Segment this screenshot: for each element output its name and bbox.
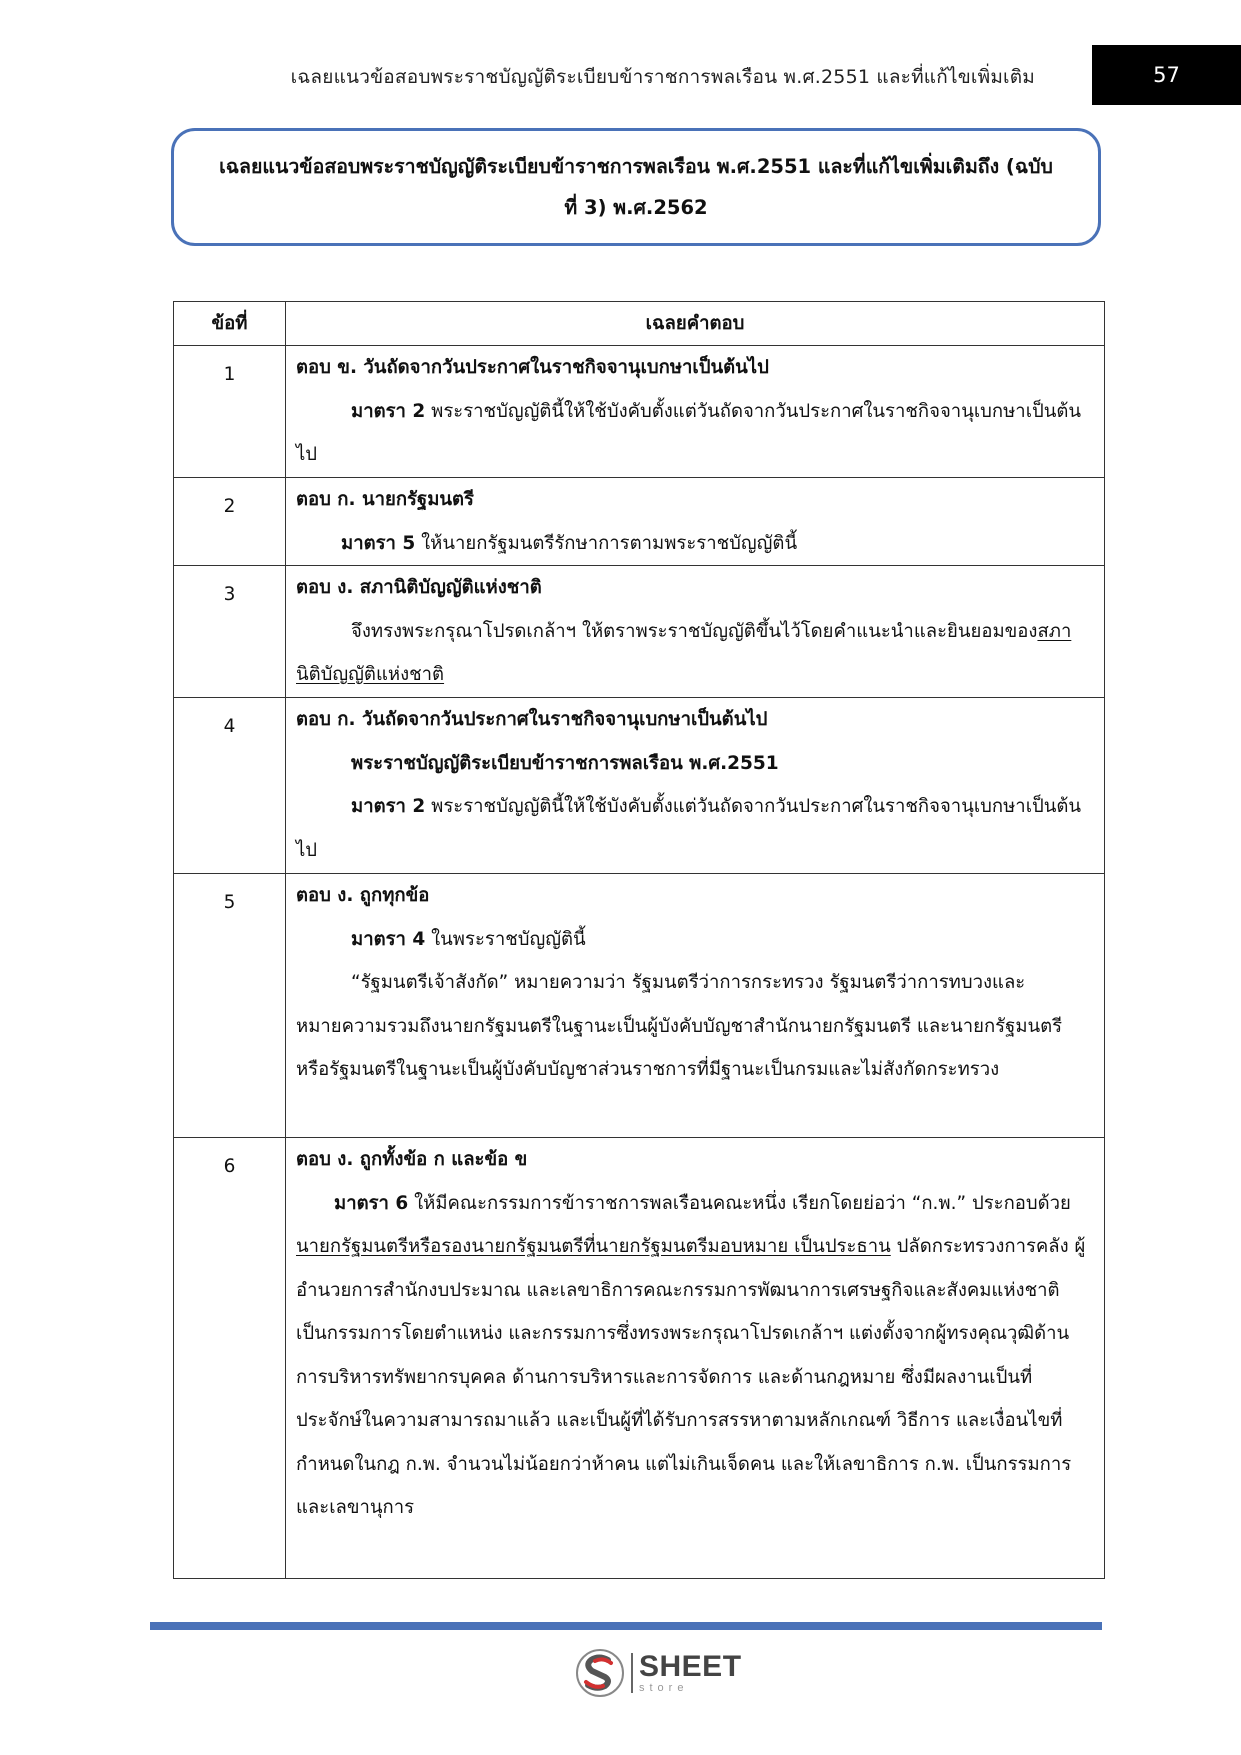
document-title-box [171,128,1101,246]
explanation [296,522,1094,566]
answer-choice: ตอบ ข. วันถัดจากวันประกาศในราชกิจจานุเบกษาเป็นต้นไป [296,357,769,378]
logo-subname: store [639,1682,689,1694]
footer-logo [575,1648,742,1698]
footer-rule [150,1622,1102,1630]
section-ref: มาตรา 2 [351,796,426,817]
answer-cell [286,874,1105,1138]
explanation-text-cont: ปลัดกระทรวงการคลัง ผู้อำนวยการสำนักงบประมาณ และเลขาธิการคณะกรรมการพัฒนาการเศรษฐกิจและสังคมแห่งชาติ เป็นกรรมการโดยตำแหน่ง และกรรมการซึ่งทรงพระกรุณาโปรดเกล้าฯ แต่งตั้งจากผู้ทรงคุณวุฒิด้านการบริหารทรัพยากรบุคคล ด้านการบริหารและการจัดการ และด้านกฎหมาย ซึ่งมีผลงานเป็นที่ประจักษ์ในความสามารถมาแล้ว และเป็นผู้ที่ได้รับการสรรหาตามหลักเกณฑ์ วิธีการ และเงื่อนไขที่กำหนดในกฎ ก.พ. จำนวนไม่น้อยกว่าห้าคน แต่ไม่เกินเจ็ดคน และให้เลขาธิการ ก.พ. เป็นกรรมการและเลขานุการ [296,1236,1086,1518]
explanation-text: ให้มีคณะกรรมการข้าราชการพลเรือนคณะหนึ่ง เรียกโดยย่อว่า “ก.พ.” ประกอบด้วย [408,1192,1071,1214]
logo-divider [631,1653,633,1693]
act-name: พระราชบัญญัติระเบียบข้าราชการพลเรือน พ.ศ.2551 [351,752,779,774]
page-number-box [1092,45,1241,105]
page-number: 57 [1153,63,1180,87]
explanation-text: ให้นายกรัฐมนตรีรักษาการตามพระราชบัญญัตินี้ [415,532,798,554]
section-intro [296,918,1094,962]
underlined-text: นายกรัฐมนตรีหรือรองนายกรัฐมนตรีที่นายกรัฐมนตรีมอบหมาย เป็นประธาน [296,1236,891,1257]
answer-cell [286,1138,1105,1579]
explanation [296,1182,1094,1530]
answer-choice: ตอบ ก. วันถัดจากวันประกาศในราชกิจจานุเบกษาเป็นต้นไป [296,709,768,730]
explanation [296,610,1094,697]
answer-table [173,301,1105,1579]
answer-choice: ตอบ ง. สภานิติบัญญัติแห่งชาติ [296,577,542,598]
explanation [296,390,1094,477]
explanation-text: พระราชบัญญัตินี้ให้ใช้บังคับตั้งแต่วันถัดจากวันประกาศในราชกิจจานุเบกษาเป็นต้นไป [296,796,1082,861]
table-row [174,1138,1105,1579]
logo-name: SHEET [639,1650,742,1683]
question-number: 5 [174,874,286,1138]
table-row [174,478,1105,566]
running-header-title: เฉลยแนวข้อสอบพระราชบัญญัติระเบียบข้าราชการพลเรือน พ.ศ.2551 และที่แก้ไขเพิ่มเติม [290,66,1035,88]
sheet-store-logo-icon [575,1648,625,1698]
explanation: “รัฐมนตรีเจ้าสังกัด” หมายความว่า รัฐมนตรีว่าการกระทรวง รัฐมนตรีว่าการทบวงและหมายความรวมถึงนายกรัฐมนตรีในฐานะเป็นผู้บังคับบัญชาสำนักนายกรัฐมนตรี และนายกรัฐมนตรีหรือรัฐมนตรีในฐานะเป็นผู้บังคับบัญชาส่วนราชการที่มีฐานะเป็นกรมและไม่สังกัดกระทรวง [296,972,1063,1080]
table-row [174,566,1105,698]
table-header-row [174,302,1105,346]
question-number: 2 [174,478,286,566]
question-number: 4 [174,698,286,874]
answer-cell [286,346,1105,478]
answer-cell [286,698,1105,874]
answer-choice: ตอบ ง. ถูกทุกข้อ [296,885,430,906]
question-number: 3 [174,566,286,698]
table-row [174,698,1105,874]
table-row [174,346,1105,478]
section-ref: มาตรา 6 [334,1192,409,1214]
logo-wordmark [639,1652,742,1694]
answer-cell [286,566,1105,698]
column-header-number: ข้อที่ [174,302,286,346]
answer-choice: ตอบ ง. ถูกทั้งข้อ ก และข้อ ข [296,1149,528,1170]
table-row [174,874,1105,1138]
underlined-text: สภานิติบัญญัติแห่งชาติ [296,620,1072,685]
column-header-answer: เฉลยคำตอบ [286,302,1105,346]
explanation-text: พระราชบัญญัตินี้ให้ใช้บังคับตั้งแต่วันถัดจากวันประกาศในราชกิจจานุเบกษาเป็นต้นไป [296,400,1082,465]
running-header [0,62,1035,92]
document-title [219,146,1053,228]
answer-cell [286,478,1105,566]
section-ref: มาตรา 5 [341,532,416,554]
question-number: 1 [174,346,286,478]
question-number: 6 [174,1138,286,1579]
document-title-line-1: เฉลยแนวข้อสอบพระราชบัญญัติระเบียบข้าราชการพลเรือน พ.ศ.2551 และที่แก้ไขเพิ่มเติมถึง (ฉบับ [219,155,1053,178]
document-title-line-2: ที่ 3) พ.ศ.2562 [564,196,708,219]
section-ref: มาตรา 2 [351,400,426,422]
explanation-text: จึงทรงพระกรุณาโปรดเกล้าฯ ให้ตราพระราชบัญญัติขึ้นไว้โดยคำแนะนำและยินยอมของ [351,620,1038,642]
section-ref: มาตรา 4 [351,928,426,950]
answer-choice: ตอบ ก. นายกรัฐมนตรี [296,489,474,510]
explanation [296,785,1094,872]
section-intro-text: ในพระราชบัญญัตินี้ [425,928,586,950]
